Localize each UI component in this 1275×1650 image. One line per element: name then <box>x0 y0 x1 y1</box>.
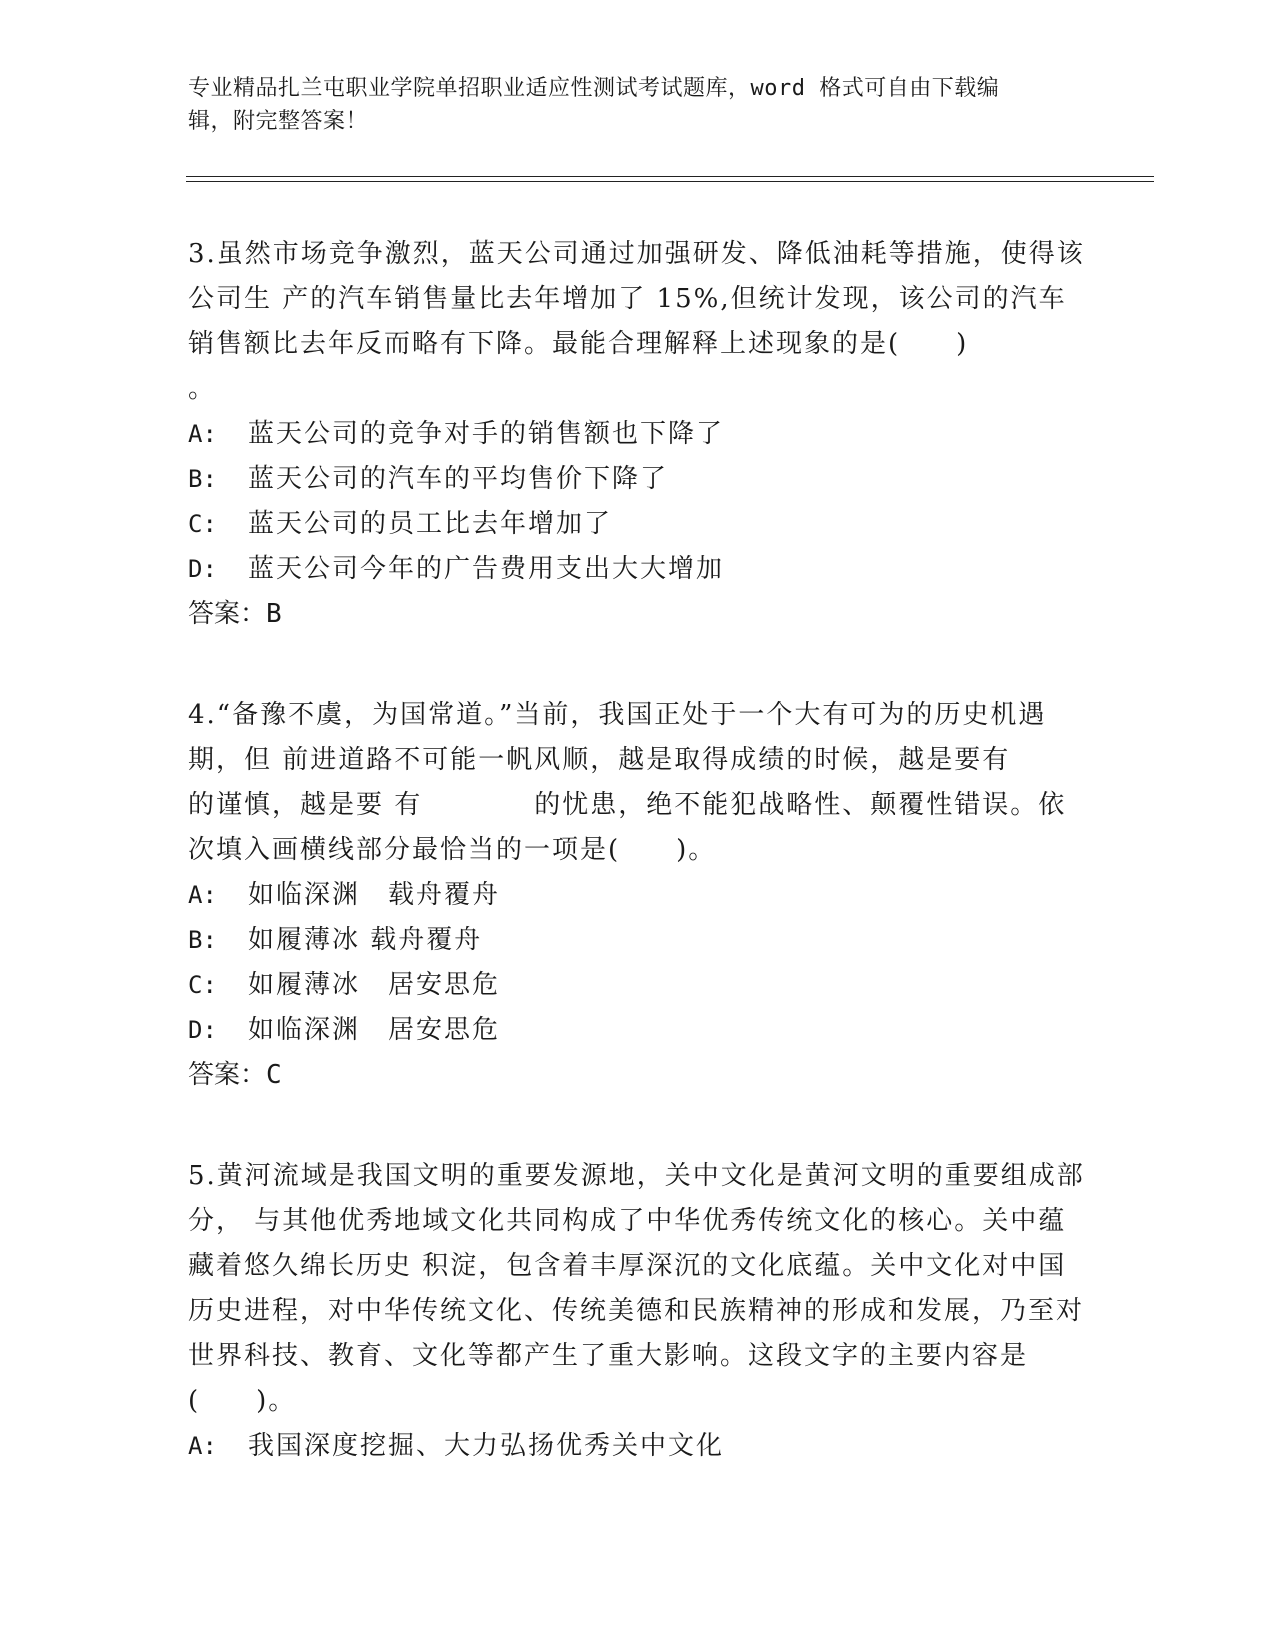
option-text: 蓝天公司的汽车的平均售价下降了 <box>248 464 669 494</box>
header-line-2: 辑，附完整答案！ <box>188 109 369 134</box>
option-a <box>188 412 1088 457</box>
option-label: C: <box>188 510 217 538</box>
option-text: 蓝天公司的竞争对手的销售额也下降了 <box>248 419 725 449</box>
option-a <box>188 873 1088 918</box>
question-block <box>188 232 1088 637</box>
document-header <box>188 72 1068 138</box>
option-label: B: <box>188 465 217 493</box>
option-a <box>188 1424 1088 1469</box>
question-text: 3.虽然市场竞争激烈，蓝天公司通过加强研发、降低油耗等措施，使得该公司生 产的汽车销售量比去年增加了 15%,但统计发现，该公司的汽车销售额比去年反而略有下降。最能合理解释上述现象的是( ) <box>188 239 1085 359</box>
option-text: 如临深渊 载舟覆舟 <box>248 880 501 910</box>
option-c <box>188 502 1088 547</box>
answer-line: 答案：B <box>188 599 282 629</box>
option-text: 如履薄冰 居安思危 <box>248 970 501 1000</box>
spacer <box>188 1098 1088 1154</box>
option-label: A: <box>188 881 217 909</box>
question-block <box>188 693 1123 1098</box>
option-label: D: <box>188 1016 217 1044</box>
option-label: D: <box>188 555 217 583</box>
option-b <box>188 457 1088 502</box>
option-d <box>188 1008 1088 1053</box>
question-text: 4.“备豫不虞，为国常道。”当前，我国正处于一个大有可为的历史机遇期，但 前进道路不可能一帆风顺，越是取得成绩的时候，越是要有 的谨慎，越是要 有 的忧患，绝不能犯战略性、颠覆性错误。依次填入画横线部分最恰当的一项是( )。 <box>188 700 1123 865</box>
option-text: 如临深渊 居安思危 <box>248 1015 501 1045</box>
option-label: A: <box>188 1432 217 1460</box>
option-label: C: <box>188 971 217 999</box>
header-divider-bottom <box>186 181 1154 182</box>
option-text: 蓝天公司的员工比去年增加了 <box>248 509 613 539</box>
question-text-tail: 。 <box>188 374 217 404</box>
option-d <box>188 547 1088 592</box>
option-text: 如履薄冰 载舟覆舟 <box>248 925 483 955</box>
option-c <box>188 963 1088 1008</box>
option-text: 我国深度挖掘、大力弘扬优秀关中文化 <box>248 1431 725 1461</box>
option-label: A: <box>188 420 217 448</box>
option-b <box>188 918 1088 963</box>
spacer <box>188 637 1088 693</box>
answer-line: 答案：C <box>188 1060 282 1090</box>
question-list <box>188 232 1123 1469</box>
option-text: 蓝天公司今年的广告费用支出大大增加 <box>248 554 725 584</box>
header-divider-top <box>186 176 1154 177</box>
header-line-1: 专业精品扎兰屯职业学院单招职业适应性测试考试题库，word 格式可自由下载编 <box>188 76 1000 101</box>
question-text: 5.黄河流域是我国文明的重要发源地，关中文化是黄河文明的重要组成部分， 与其他优秀地域文化共同构成了中华优秀传统文化的核心。关中蕴藏着悠久绵长历史 积淀，包含着丰厚深沉的文化底蕴。关中文化对中国历史进程，对中华传统文化、传统美德和民族精神的形成和发展，乃至对世界科技、教育、文化等都产生了重大影响。这段文字的主要内容是( )。 <box>188 1161 1085 1416</box>
question-block <box>188 1154 1088 1469</box>
option-label: B: <box>188 926 217 954</box>
